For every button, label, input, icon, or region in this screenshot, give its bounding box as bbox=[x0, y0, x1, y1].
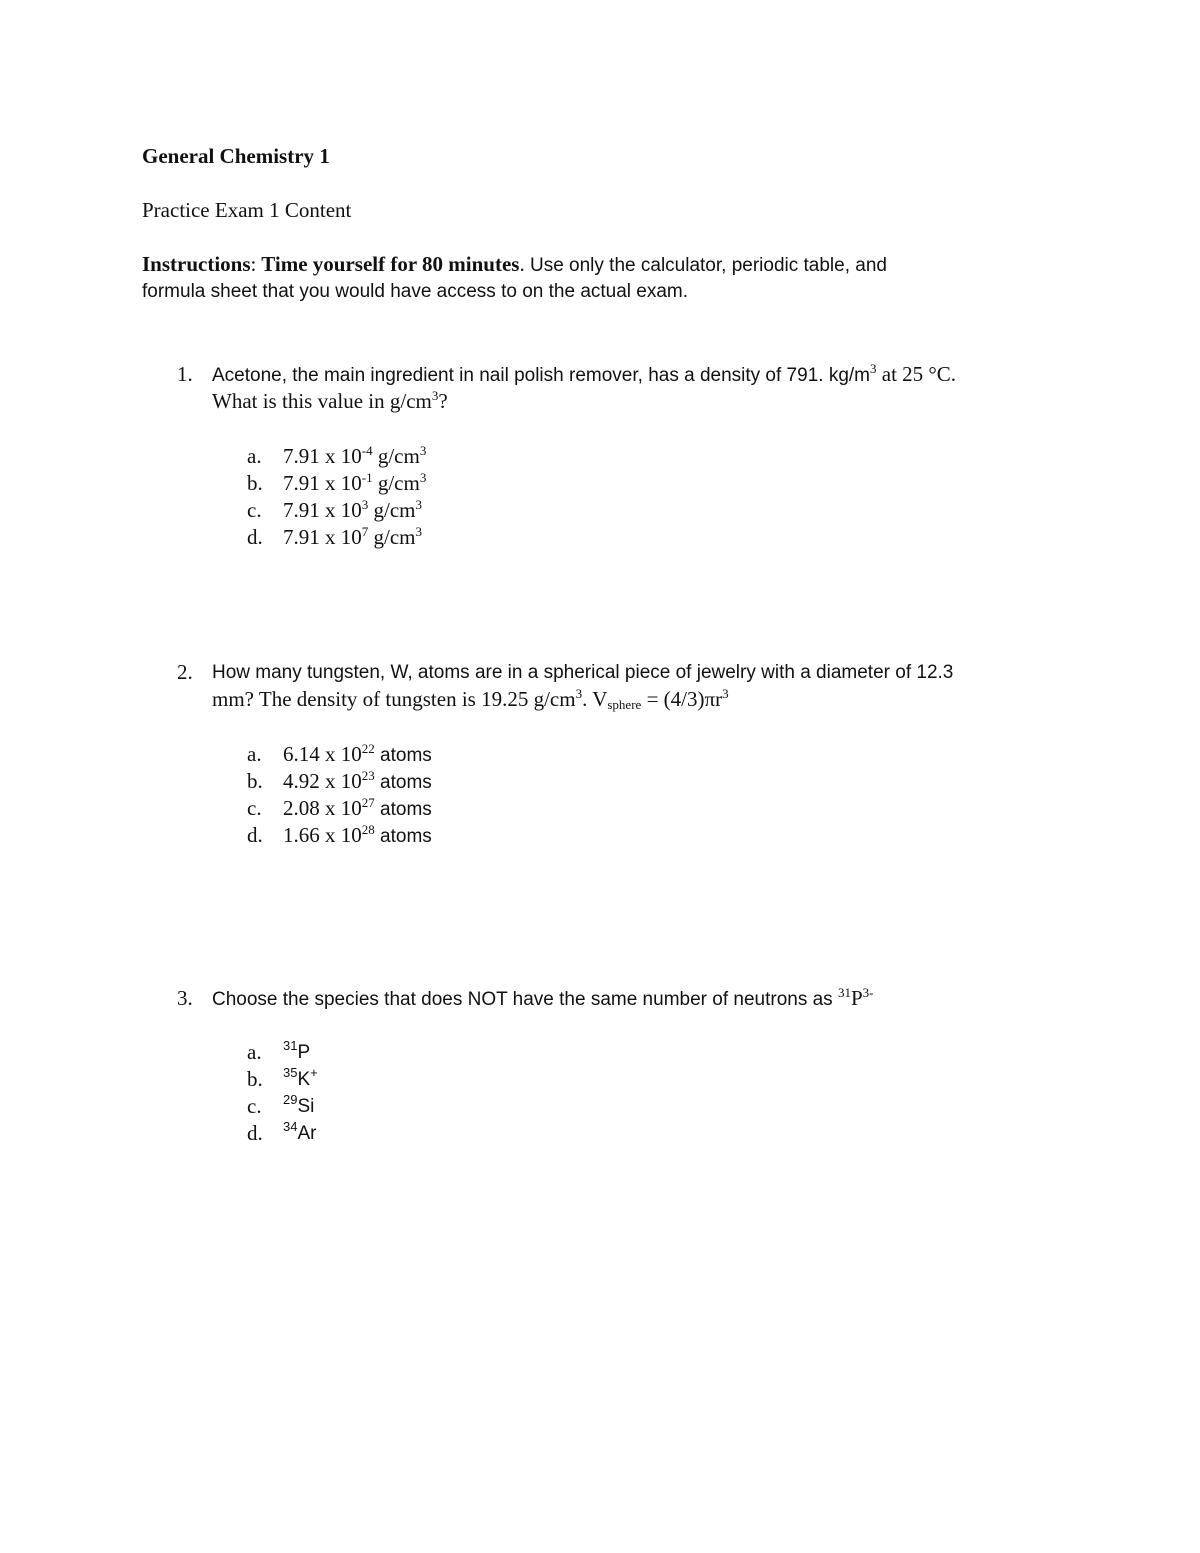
exponent: -4 bbox=[361, 443, 373, 458]
question-1-text-end: ? bbox=[438, 389, 448, 413]
exponent: -1 bbox=[361, 470, 373, 485]
question-3-option-d bbox=[283, 1120, 316, 1147]
exponent: 7 bbox=[361, 524, 369, 539]
question-1-text-end: at 25 °C. bbox=[876, 362, 957, 386]
option-unit: g/cm bbox=[368, 498, 416, 522]
question-3-option-b bbox=[283, 1066, 318, 1093]
option-unit: atoms bbox=[374, 826, 432, 847]
unit-exponent: 3 bbox=[419, 443, 427, 458]
question-2-option-c bbox=[283, 795, 432, 823]
exponent: 23 bbox=[361, 768, 375, 783]
option-letter: b. bbox=[247, 1067, 263, 1091]
mass-number: 34 bbox=[283, 1119, 298, 1134]
question-1-text: What is this value in g/cm bbox=[212, 389, 432, 413]
superscript: 3 bbox=[870, 361, 877, 376]
mass-number: 35 bbox=[283, 1065, 298, 1080]
option-unit: atoms bbox=[374, 799, 432, 820]
question-1-option-b bbox=[283, 470, 426, 497]
instructions-line-2: formula sheet that you would have access to on the actual exam. bbox=[142, 281, 689, 302]
mass-number: 31 bbox=[837, 985, 851, 1000]
subscript-sphere: sphere bbox=[607, 697, 642, 712]
question-2-option-d bbox=[283, 822, 432, 850]
exponent: 27 bbox=[361, 795, 375, 810]
question-1-line-1 bbox=[212, 361, 956, 389]
element-symbol: K bbox=[297, 1069, 311, 1090]
question-2-number: 2. bbox=[177, 660, 193, 684]
unit-exponent: 3 bbox=[415, 524, 422, 539]
question-1-text: Acetone, the main ingredient in nail polish remover, has a density of 791. kg/m bbox=[212, 365, 870, 386]
option-letter: b. bbox=[247, 769, 263, 793]
element-symbol: P bbox=[850, 986, 863, 1010]
superscript: 3 bbox=[575, 686, 583, 701]
option-letter: a. bbox=[247, 1040, 262, 1064]
option-value: 4.92 x 10 bbox=[283, 769, 362, 793]
option-letter: c. bbox=[247, 796, 262, 820]
option-letter: b. bbox=[247, 471, 263, 495]
superscript: 3 bbox=[722, 686, 729, 701]
page-subtitle: Practice Exam 1 Content bbox=[142, 198, 352, 222]
option-value: 6.14 x 10 bbox=[283, 742, 362, 766]
element-symbol: Si bbox=[297, 1096, 315, 1117]
option-value: 1.66 x 10 bbox=[283, 823, 362, 847]
option-letter: a. bbox=[247, 444, 262, 468]
exponent: 28 bbox=[361, 822, 375, 837]
option-letter: d. bbox=[247, 525, 263, 549]
instructions-text: Use only the calculator, periodic table, and bbox=[524, 255, 887, 276]
option-value: 7.91 x 10 bbox=[283, 471, 362, 495]
question-1-option-d bbox=[283, 524, 422, 551]
exponent: 3 bbox=[361, 497, 369, 512]
option-value: 7.91 x 10 bbox=[283, 525, 362, 549]
superscript: 3 bbox=[431, 388, 439, 403]
page-title: General Chemistry 1 bbox=[142, 144, 330, 168]
option-value: 7.91 x 10 bbox=[283, 498, 362, 522]
question-2-option-a bbox=[283, 741, 432, 769]
question-3-option-c bbox=[283, 1093, 314, 1120]
instructions-colon: : bbox=[250, 252, 257, 276]
question-1-option-a bbox=[283, 443, 426, 470]
ion-charge: 3- bbox=[862, 985, 874, 1000]
question-2-text: mm? The density of tungsten is 19.25 g/cm bbox=[212, 687, 576, 711]
option-letter: c. bbox=[247, 1094, 262, 1118]
question-1-line-2 bbox=[212, 388, 448, 415]
option-letter: c. bbox=[247, 498, 262, 522]
option-letter: d. bbox=[247, 1121, 263, 1145]
question-1-number: 1. bbox=[177, 362, 193, 386]
question-2-line-1: How many tungsten, W, atoms are in a spherical piece of jewelry with a diameter of 12.3 bbox=[212, 662, 954, 683]
element-symbol: P bbox=[297, 1042, 311, 1063]
option-unit: g/cm bbox=[368, 525, 416, 549]
question-2-text-v: . V bbox=[582, 687, 608, 711]
option-unit: atoms bbox=[374, 772, 432, 793]
instructions-emphasis: Time yourself for 80 minutes bbox=[256, 252, 520, 276]
option-value: 2.08 x 10 bbox=[283, 796, 362, 820]
question-3-text: Choose the species that does NOT have the same number of neutrons as bbox=[212, 989, 838, 1010]
option-value: 7.91 x 10 bbox=[283, 444, 362, 468]
unit-exponent: 3 bbox=[415, 497, 422, 512]
option-unit: atoms bbox=[374, 745, 432, 766]
option-letter: a. bbox=[247, 742, 262, 766]
unit-exponent: 3 bbox=[419, 470, 427, 485]
instructions-line-1 bbox=[142, 251, 887, 279]
ion-charge: + bbox=[310, 1065, 318, 1080]
question-3-number: 3. bbox=[177, 986, 193, 1010]
question-3-option-a bbox=[283, 1039, 310, 1066]
option-letter: d. bbox=[247, 823, 263, 847]
question-2-line-2 bbox=[212, 686, 729, 713]
exponent: 22 bbox=[361, 741, 375, 756]
mass-number: 31 bbox=[283, 1038, 298, 1053]
instructions-label: Instructions bbox=[142, 252, 251, 276]
question-1-option-c bbox=[283, 497, 422, 524]
question-2-option-b bbox=[283, 768, 432, 796]
element-symbol: Ar bbox=[297, 1123, 317, 1144]
question-2-formula: = (4/3)πr bbox=[641, 687, 723, 711]
instructions-period: . bbox=[519, 252, 525, 276]
mass-number: 29 bbox=[283, 1092, 298, 1107]
option-unit: g/cm bbox=[372, 444, 420, 468]
option-unit: g/cm bbox=[372, 471, 420, 495]
question-3-line-1 bbox=[212, 985, 873, 1013]
